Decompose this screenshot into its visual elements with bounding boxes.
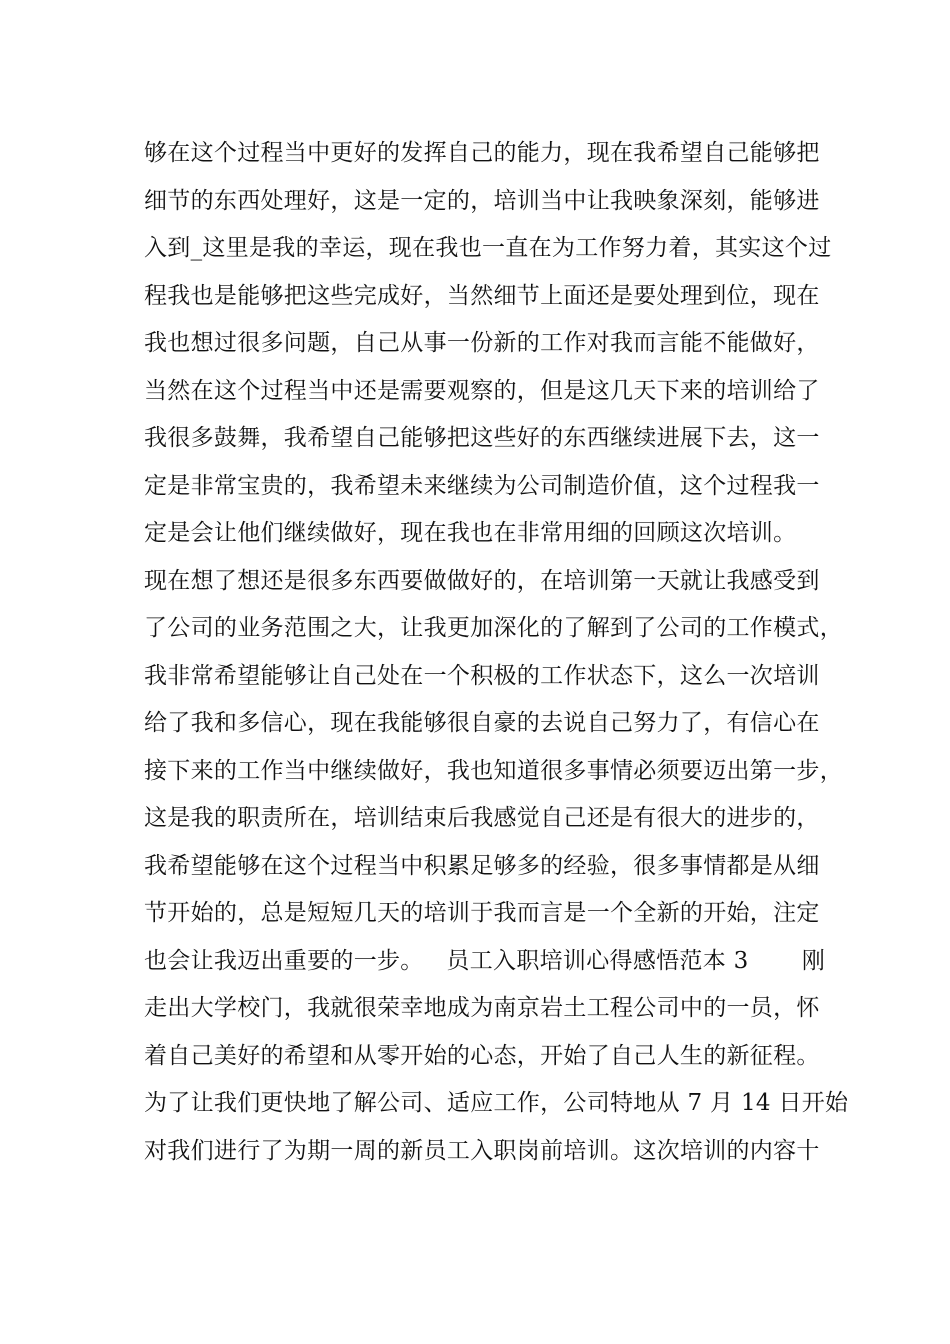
text-line: 节开始的，总是短短几天的培训于我而言是一个全新的开始，注定	[144, 900, 820, 926]
body-text	[144, 130, 849, 1175]
text-line: 我希望能够在这个过程当中积累足够多的经验，很多事情都是从细	[144, 852, 820, 879]
text-line: 程我也是能够把这些完成好，当然细节上面还是要处理到位，现在	[144, 282, 820, 309]
text-line: 接下来的工作当中继续做好，我也知道很多事情必须要迈出第一步，	[144, 757, 843, 784]
text-line: 为了让我们更快地了解公司、适应工作，公司特地从 7 月 14 日开始	[144, 1090, 849, 1116]
text-line: 走出大学校门，我就很荣幸地成为南京岩土工程公司中的一员，怀	[144, 995, 820, 1021]
text-line: 入到_这里是我的幸运，现在我也一直在为工作努力着，其实这个过	[144, 235, 832, 261]
text-line: 着自己美好的希望和从零开始的心态，开始了自己人生的新征程。	[144, 1042, 820, 1069]
text-line: 细节的东西处理好，这是一定的，培训当中让我映象深刻，能够进	[144, 187, 820, 214]
text-line: 现在想了想还是很多东西要做做好的，在培训第一天就让我感受到	[144, 567, 820, 594]
text-line: 当然在这个过程当中还是需要观察的，但是这几天下来的培训给了	[144, 377, 820, 404]
text-line: 我很多鼓舞，我希望自己能够把这些好的东西继续进展下去，这一	[144, 425, 820, 451]
text-line: 定是会让他们继续做好，现在我也在非常用细的回顾这次培训。	[144, 520, 797, 546]
text-line: 对我们进行了为期一周的新员工入职岗前培训。这次培训的内容十	[144, 1137, 820, 1164]
text-line: 我也想过很多问题，自己从事一份新的工作对我而言能不能做好，	[144, 330, 820, 356]
text-line: 定是非常宝贵的，我希望未来继续为公司制造价值，这个过程我一	[144, 472, 820, 499]
text-line: 了公司的业务范围之大，让我更加深化的了解到了公司的工作模式，	[144, 615, 843, 641]
text-line: 给了我和多信心，现在我能够很自豪的去说自己努力了，有信心在	[144, 710, 820, 736]
text-line: 够在这个过程当中更好的发挥自己的能力，现在我希望自己能够把	[144, 140, 820, 166]
text-line: 我非常希望能够让自己处在一个积极的工作状态下，这么一次培训	[144, 662, 820, 689]
text-line: 这是我的职责所在，培训结束后我感觉自己还是有很大的进步的，	[144, 805, 820, 831]
text-line: 也会让我迈出重要的一步。 员工入职培训心得感悟范本 3 刚	[144, 947, 826, 974]
